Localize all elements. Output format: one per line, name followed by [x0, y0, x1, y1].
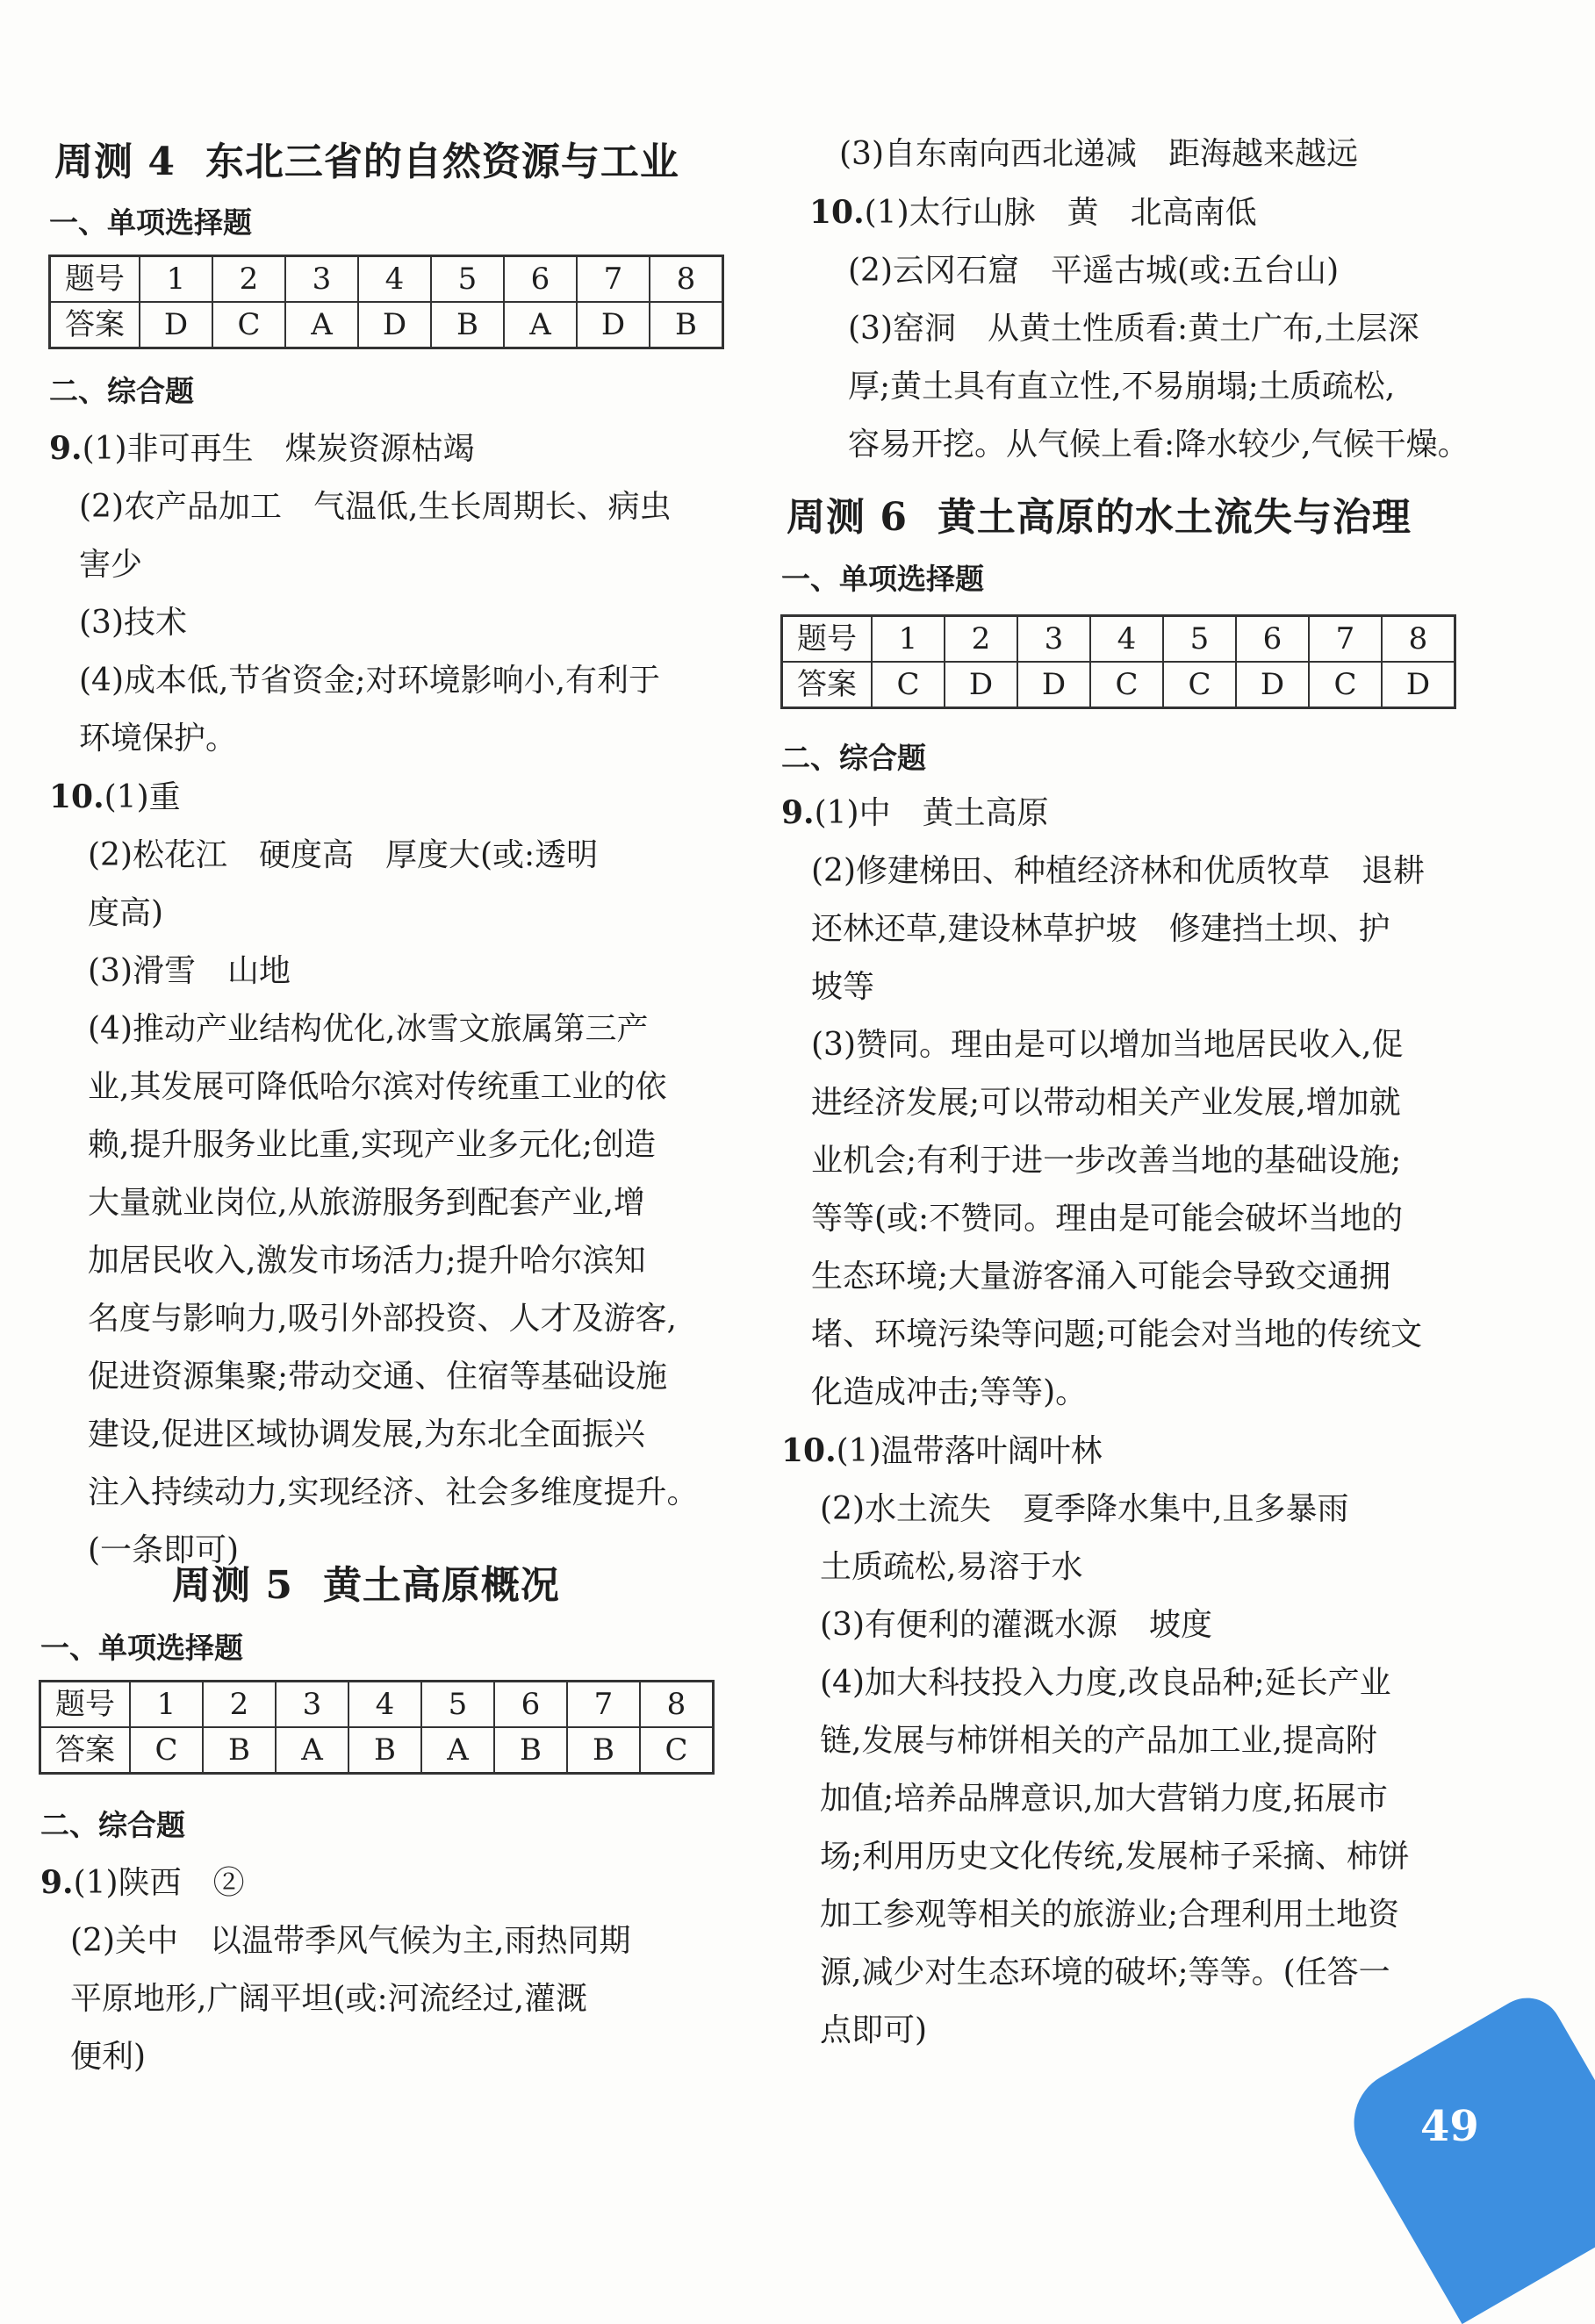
- table-cell: 答案: [40, 1727, 131, 1774]
- answer-line: 还林还草,建设林草护坡 修建挡土坝、护: [811, 911, 1390, 947]
- table-cell: 7: [1309, 616, 1382, 663]
- table-row: [40, 1727, 714, 1774]
- heading-single-choice: 一、单项选择题: [49, 205, 252, 240]
- answer-line: 大量就业岗位,从旅游服务到配套产业,增: [88, 1185, 645, 1221]
- question-number: 9.: [781, 794, 815, 831]
- answer-line: 等等(或:不赞同。理由是可能会破坏当地的: [811, 1201, 1404, 1237]
- table-cell: 7: [567, 1682, 640, 1728]
- table-cell: 题号: [50, 256, 140, 303]
- section-title-w6: [787, 485, 1412, 542]
- table-cell: 4: [1090, 616, 1163, 663]
- table-cell: D: [1382, 662, 1455, 708]
- answer-line: (1)温带落叶阔叶林: [836, 1433, 1103, 1469]
- list-item: [49, 420, 698, 478]
- answer-line: (4)加大科技投入力度,改良品种;延长产业: [820, 1665, 1391, 1701]
- answer-line: (1)陕西 ②: [73, 1865, 245, 1901]
- table-cell: 6: [494, 1682, 567, 1728]
- section-title-w4: [54, 130, 679, 186]
- table-cell: 8: [1382, 616, 1455, 663]
- table-row: [782, 616, 1455, 663]
- table-cell: C: [1163, 662, 1236, 708]
- table-cell: D: [1017, 662, 1090, 708]
- answers-w5: [40, 1854, 630, 2086]
- table-cell: D: [1236, 662, 1309, 708]
- answer-line: 赖,提升服务业比重,实现产业多元化;创造: [88, 1127, 657, 1163]
- answer-line: 土质疏松,易溶于水: [820, 1549, 1083, 1585]
- answer-line: 进经济发展;可以带动相关产业发展,增加就: [811, 1085, 1401, 1121]
- list-item: [49, 768, 698, 827]
- table-cell: C: [212, 302, 285, 348]
- answer-line: (2)修建梯田、种植经济林和优质牧草 退耕: [811, 853, 1425, 889]
- table-cell: B: [567, 1727, 640, 1774]
- table-row: [50, 302, 723, 348]
- answer-line: (4)成本低,节省资金;对环境影响小,有利于: [79, 663, 661, 699]
- answer-line: (3)赞同。理由是可以增加当地居民收入,促: [811, 1027, 1404, 1063]
- table-cell: B: [203, 1727, 276, 1774]
- table-cell: C: [130, 1727, 203, 1774]
- answer-line: 厚;黄土具有直立性,不易崩塌;土质疏松,: [848, 369, 1396, 405]
- table-cell: B: [650, 302, 723, 348]
- question-number: 10.: [781, 1432, 837, 1469]
- table-cell: 2: [203, 1682, 276, 1728]
- answer-line: 名度与影响力,吸引外部投资、人才及游客,: [88, 1301, 677, 1337]
- answer-line: 加居民收入,激发市场活力;提升哈尔滨知: [88, 1243, 646, 1279]
- answer-line: 建设,促进区域协调发展,为东北全面振兴: [88, 1417, 645, 1452]
- answer-line: (1)太行山脉 黄 北高南低: [864, 195, 1257, 231]
- answer-line: (2)水土流失 夏季降水集中,且多暴雨: [820, 1491, 1349, 1527]
- heading-single-choice: 一、单项选择题: [40, 1631, 243, 1665]
- table-cell: B: [494, 1727, 567, 1774]
- table-cell: C: [872, 662, 945, 708]
- table-cell: A: [421, 1727, 494, 1774]
- list-item: [781, 784, 1425, 843]
- table-cell: 答案: [782, 662, 873, 708]
- answer-line: (3)有便利的灌溉水源 坡度: [820, 1607, 1212, 1643]
- list-item: [40, 1854, 630, 1912]
- table-cell: 题号: [782, 616, 873, 663]
- table-cell: 5: [431, 256, 504, 303]
- table-cell: 2: [945, 616, 1017, 663]
- answer-line: (1)中 黄土高原: [814, 795, 1049, 831]
- heading-single-choice: 一、单项选择题: [781, 562, 984, 596]
- table-cell: D: [140, 302, 212, 348]
- question-number: 10.: [809, 194, 865, 231]
- section-number: 周测 6: [787, 495, 908, 540]
- table-cell: B: [348, 1727, 421, 1774]
- answer-line: (4)推动产业结构优化,冰雪文旅属第三产: [88, 1011, 649, 1047]
- section-title-w5: [172, 1553, 560, 1610]
- answers-w6: [781, 784, 1425, 2060]
- answer-line: (3)窑洞 从黄土性质看:黄土广布,土层深: [848, 311, 1419, 347]
- question-number: 10.: [49, 778, 104, 815]
- answer-line: 场;利用历史文化传统,发展柿子采摘、柿饼: [820, 1839, 1410, 1875]
- answer-line: 便利): [70, 2039, 147, 2075]
- table-cell: D: [358, 302, 431, 348]
- answer-line: 加值;培养品牌意识,加大营销力度,拓展市: [820, 1781, 1389, 1817]
- answer-line: 堵、环境污染等问题;可能会对当地的传统文: [811, 1316, 1423, 1352]
- table-cell: C: [1309, 662, 1382, 708]
- answer-line: 容易开挖。从气候上看:降水较少,气候干燥。: [848, 427, 1469, 463]
- answer-line: 业机会;有利于进一步改善当地的基础设施;: [811, 1143, 1402, 1179]
- list-item: [781, 1422, 1425, 1481]
- answer-line: (3)自东南向西北递减 距海越来越远: [839, 136, 1358, 172]
- answer-table-w6: [780, 614, 1456, 709]
- answer-line: (2)农产品加工 气温低,生长周期长、病虫: [79, 489, 672, 525]
- table-cell: 5: [421, 1682, 494, 1728]
- table-cell: 1: [130, 1682, 203, 1728]
- section-title-text: 黄土高原概况: [322, 1563, 560, 1608]
- table-cell: 答案: [50, 302, 140, 348]
- table-cell: 6: [504, 256, 577, 303]
- table-cell: 4: [358, 256, 431, 303]
- table-row: [40, 1682, 714, 1728]
- answer-line: 化造成冲击;等等)。: [811, 1374, 1088, 1410]
- table-row: [782, 662, 1455, 708]
- answer-table-w4: [48, 255, 724, 349]
- answer-line: 点即可): [820, 2012, 928, 2048]
- table-cell: 6: [1236, 616, 1309, 663]
- table-cell: A: [276, 1727, 348, 1774]
- answer-line: 度高): [88, 895, 164, 931]
- answer-line: (2)云冈石窟 平遥古城(或:五台山): [848, 253, 1340, 289]
- answer-line: (2)关中 以温带季风气候为主,雨热同期: [70, 1923, 631, 1959]
- table-cell: C: [640, 1727, 714, 1774]
- answer-line: 链,发展与柿饼相关的产品加工业,提高附: [820, 1723, 1377, 1759]
- answer-line: 环境保护。: [79, 721, 238, 757]
- answer-line: (3)技术: [79, 605, 187, 641]
- answer-line: 注入持续动力,实现经济、社会多维度提升。: [88, 1474, 699, 1510]
- table-cell: 2: [212, 256, 285, 303]
- heading-comprehensive: 二、综合题: [49, 374, 194, 408]
- answer-line: 平原地形,广阔平坦(或:河流经过,灌溉: [70, 1981, 588, 2017]
- table-cell: A: [285, 302, 358, 348]
- table-cell: C: [1090, 662, 1163, 708]
- table-cell: 3: [285, 256, 358, 303]
- page-number: 49: [1420, 2102, 1479, 2151]
- table-cell: 3: [1017, 616, 1090, 663]
- answer-line: 害少: [79, 547, 143, 583]
- table-cell: 8: [640, 1682, 714, 1728]
- heading-comprehensive: 二、综合题: [40, 1808, 185, 1842]
- answers-w5-continued: [809, 126, 1469, 474]
- answers-w4: [49, 420, 698, 1580]
- answer-line: 业,其发展可降低哈尔滨对传统重工业的依: [88, 1069, 667, 1105]
- answer-line: 坡等: [811, 969, 875, 1005]
- table-cell: 3: [276, 1682, 348, 1728]
- table-row: [50, 256, 723, 303]
- answer-line: (1)非可再生 煤炭资源枯竭: [82, 431, 475, 467]
- table-cell: D: [577, 302, 650, 348]
- table-cell: 5: [1163, 616, 1236, 663]
- answer-line: 促进资源集聚;带动交通、住宿等基础设施: [88, 1359, 668, 1395]
- table-cell: B: [431, 302, 504, 348]
- answer-line: 生态环境;大量游客涌入可能会导致交通拥: [811, 1259, 1391, 1295]
- question-number: 9.: [49, 430, 83, 467]
- table-cell: 1: [872, 616, 945, 663]
- section-title-text: 黄土高原的水土流失与治理: [937, 495, 1412, 540]
- answer-line: (2)松花江 硬度高 厚度大(或:透明: [88, 837, 599, 873]
- list-item: [809, 183, 1469, 242]
- table-cell: D: [945, 662, 1017, 708]
- answer-line: 源,减少对生态环境的破坏;等等。(任答一: [820, 1955, 1390, 1990]
- question-number: 9.: [40, 1864, 74, 1901]
- table-cell: 题号: [40, 1682, 131, 1728]
- table-cell: 4: [348, 1682, 421, 1728]
- table-cell: 1: [140, 256, 212, 303]
- answer-line: (3)滑雪 山地: [88, 953, 291, 989]
- table-cell: 8: [650, 256, 723, 303]
- answer-line: (一条即可): [88, 1532, 240, 1568]
- table-cell: 7: [577, 256, 650, 303]
- answer-table-w5: [39, 1680, 715, 1775]
- answer-line: (1)重: [104, 779, 181, 815]
- section-number: 周测 4: [54, 140, 176, 184]
- section-title-text: 东北三省的自然资源与工业: [205, 140, 679, 184]
- table-cell: A: [504, 302, 577, 348]
- heading-comprehensive: 二、综合题: [781, 741, 926, 775]
- answer-line: 加工参观等相关的旅游业;合理利用土地资: [820, 1897, 1400, 1933]
- section-number: 周测 5: [172, 1563, 293, 1608]
